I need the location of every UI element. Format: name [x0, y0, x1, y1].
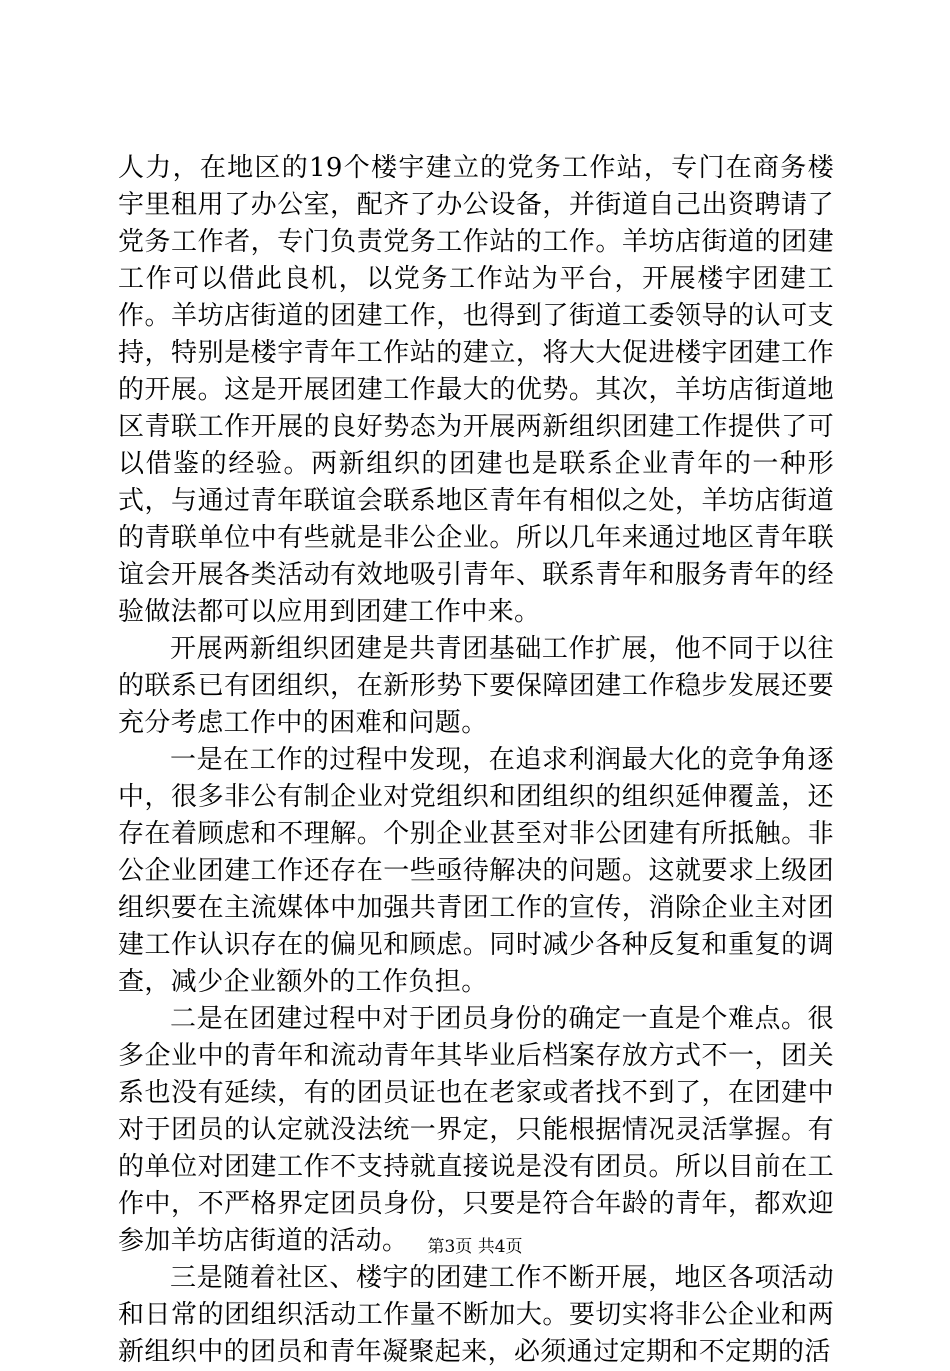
page-number-footer: 第3页 共4页 [427, 1237, 523, 1257]
paragraph-1: 人力，在地区的19个楼宇建立的党务工作站，专门在商务楼宇里租用了办公室，配齐了办公设备，并街道自己出资聘请了党务工作者，专门负责党务工作站的工作。羊坊店街道的团建工作可以借此良机，以党务工作站为平台，开展楼宇团建工作。羊坊店街道的团建工作，也得到了街道工委领导的认可支持，特别是楼宇青年工作站的建立，将大大促进楼宇团建工作的开展。这是开展团建工作最大的优势。其次，羊坊店街道地区青联工作开展的良好势态为开展两新组织团建工作提供了可以借鉴的经验。两新组织的团建也是联系企业青年的一种形式，与通过青年联谊会联系地区青年有相似之处，羊坊店街道的青联单位中有些就是非公企业。所以几年来通过地区青年联谊会开展各类活动有效地吸引青年、联系青年和服务青年的经验做法都可以应用到团建工作中来。 [118, 153, 834, 627]
paragraph-4: 二是在团建过程中对于团员身份的确定一直是个难点。很多企业中的青年和流动青年其毕业后档案存放方式不一，团关系也没有延续，有的团员证也在老家或者找不到了，在团建中对于团员的认定就没法统一界定，只能根据情况灵活掌握。有的单位对团建工作不支持就直接说是没有团员。所以目前在工作中，不严格界定团员身份，只要是符合年龄的青年，都欢迎参加羊坊店街道的活动。 [118, 1004, 834, 1256]
paragraph-5: 三是随着社区、楼宇的团建工作不断开展，地区各项活动和日常的团组织活动工作量不断加大。要切实将非公企业和两新组织中的团员和青年凝聚起来，必须通过定期和不定期的活 [118, 1263, 834, 1367]
paragraph-2: 开展两新组织团建是共青团基础工作扩展，他不同于以往的联系已有团组织，在新形势下要保障团建工作稳步发展还要充分考虑工作中的困难和问题。 [118, 634, 834, 738]
paragraph-3: 一是在工作的过程中发现，在追求利润最大化的竞争角逐中，很多非公有制企业对党组织和团组织的组织延伸覆盖，还存在着顾虑和不理解。个别企业甚至对非公团建有所抵触。非公企业团建工作还存在一些亟待解决的问题。这就要求上级团组织要在主流媒体中加强共青团工作的宣传，消除企业主对团建工作认识存在的偏见和顾虑。同时减少各种反复和重复的调查，减少企业额外的工作负担。 [118, 745, 834, 997]
document-body [118, 150, 834, 1371]
